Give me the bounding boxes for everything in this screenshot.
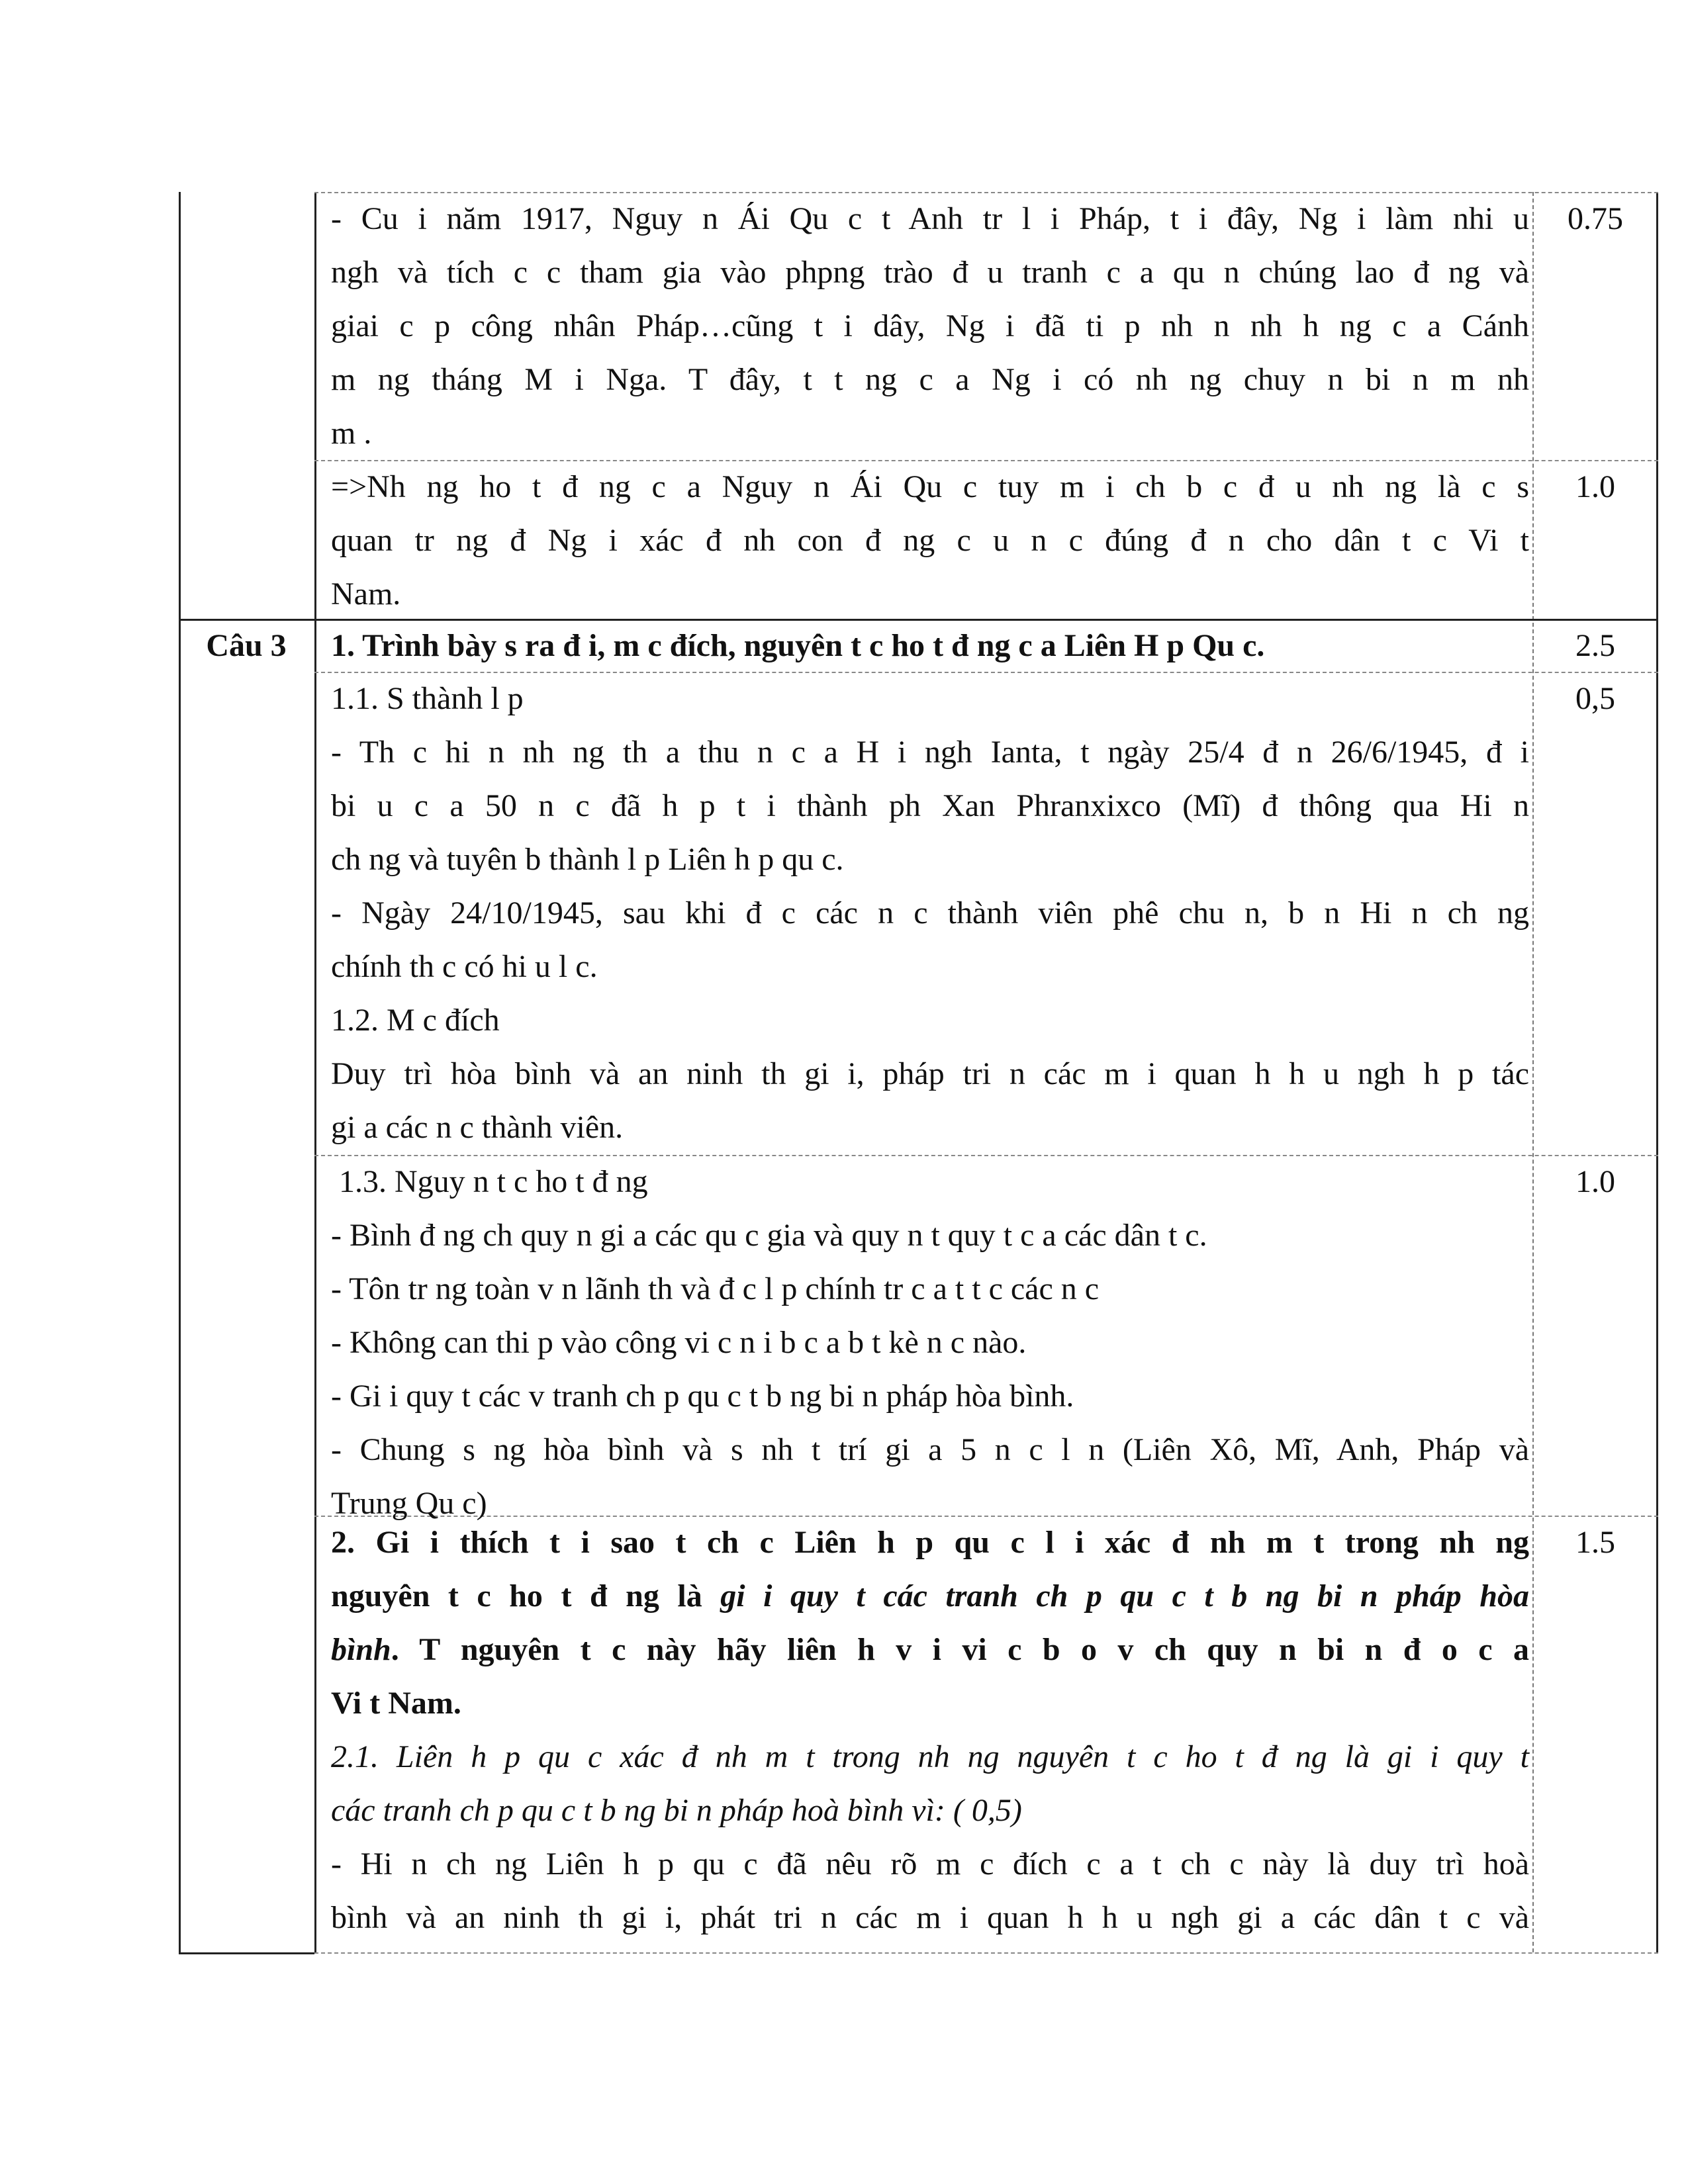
italic-text-line: các tranh ch p qu c t b ng bi n pháp hoà bình vì: ( 0,5) [331,1793,1022,1828]
text-line: bình và an ninh th gi i, phát tri n các m i quan h h u ngh gi a các dân t c và [331,1900,1529,1935]
question-emphasis: gi i quy t các tranh ch p qu c t b ng bi n pháp hòa [720,1578,1529,1614]
text-line: gi a các n c thành viên. [331,1110,624,1145]
text-line: bi u c a 50 n c đã h p t i thành ph Xan Phranxixco (Mĩ) đ thông qua Hi n [331,788,1529,823]
text-line: m ng tháng M i Nga. T đây, t t ng c a Ng i có nh ng chuy n bi n m nh [331,362,1529,397]
text-line: giai c p công nhân Pháp…cũng t i dây, Ng i đã ti p nh n nh h ng c a Cánh [331,308,1529,343]
score-value: 2.5 [1575,628,1615,663]
italic-text-line: 2.1. Liên h p qu c xác đ nh m t trong nh ng nguyên t c ho t đ ng là gi i quy t [331,1739,1529,1774]
question-label: Câu 3 [206,628,287,663]
table-left-border [179,192,181,1952]
text-line: ch ng và tuyên b thành l p Liên h p qu c. [331,842,844,877]
table-right-border [1656,192,1658,1952]
heading-text: 1. Trình bày s ra đ i, m c đích, nguyên t c ho t đ ng c a Liên H p Qu c. [331,628,1265,663]
text-line: Nam. [331,576,401,612]
subsection-title: 1.3. Nguy n t c ho t đ ng [339,1164,648,1199]
question-text-line [331,1623,1529,1676]
subsection-title: 1.2. M c đích [331,1003,500,1038]
score-value: 1.0 [1575,1164,1615,1199]
score-value: 0.75 [1568,201,1623,236]
text-line: Duy trì hòa bình và an ninh th gi i, pháp tri n các m i quan h h u ngh h p tác [331,1056,1529,1091]
text-line: - Hi n ch ng Liên h p qu c đã nêu rõ m c đích c a t ch c này là duy trì hoà [331,1846,1529,1882]
text-line: - Không can thi p vào công vi c n i b c a b t kè n c nào. [331,1325,1027,1360]
text-line: - Gi i quy t các v tranh ch p qu c t b ng bi n pháp hòa bình. [331,1379,1074,1414]
text-line: chính th c có hi u l c. [331,949,598,984]
score-value: 1.5 [1575,1525,1615,1560]
answer-text-block [331,460,1529,621]
question-text-line: 2. Gi i thích t i sao t ch c Liên h p qu c l i xác đ nh m t trong nh ng [331,1525,1529,1560]
score-value: 0,5 [1575,681,1615,716]
text-line: - Bình đ ng ch quy n gi a các qu c gia và quy n t quy t c a các dân t c. [331,1218,1207,1253]
text-line: Trung Qu c) [331,1486,487,1521]
text-line: - Th c hi n nh ng th a thu n c a H i ngh Ianta, t ngày 25/4 đ n 26/6/1945, đ i [331,735,1529,770]
answer-text-block [331,1155,1529,1530]
text-line: - Tôn tr ng toàn v n lãnh th và đ c l p chính tr c a t t c các n c [331,1271,1100,1306]
text-line: - Ngày 24/10/1945, sau khi đ c các n c thành viên phê chu n, b n Hi n ch ng [331,895,1529,931]
answer-text-block [331,1516,1529,1944]
text-line: - Chung s ng hòa bình và s nh t trí gi a 5 n c l n (Liên Xô, Mĩ, Anh, Pháp và [331,1432,1529,1467]
table-bottom-border [314,1952,1658,1954]
score-value: 1.0 [1575,469,1615,504]
text-line: ngh và tích c c tham gia vào phpng trào đ u tranh c a qu n chúng lao đ ng và [331,255,1529,290]
question-text-line: Vi t Nam. [331,1686,461,1721]
question-text-part: nguyên t c ho t đ ng là [331,1578,721,1614]
text-line: =>Nh ng ho t đ ng c a Nguy n Ái Qu c tuy m i ch b c đ u nh ng là c s [331,469,1529,504]
question-emphasis: bình [331,1632,391,1667]
answer-text-block [331,672,1529,1154]
score-column-divider [1532,192,1534,1952]
subsection-title: 1.1. S thành l p [331,681,524,716]
text-line: quan tr ng đ Ng i xác đ nh con đ ng c u n c đúng đ n cho dân t c Vi t [331,523,1529,558]
label-column-divider [314,192,316,1952]
text-line: m . [331,416,372,451]
answer-text-block [331,192,1529,460]
question-heading [331,619,1529,672]
question-text-line [331,1569,1529,1623]
question-text-part: . T nguyên t c này hãy liên h v i vi c b o v ch quy n bi n đ o c a [391,1632,1529,1667]
text-line: - Cu i năm 1917, Nguy n Ái Qu c t Anh tr l i Pháp, t i đây, Ng i làm nhi u [331,201,1529,236]
table-bottom-left-border [179,1952,314,1954]
